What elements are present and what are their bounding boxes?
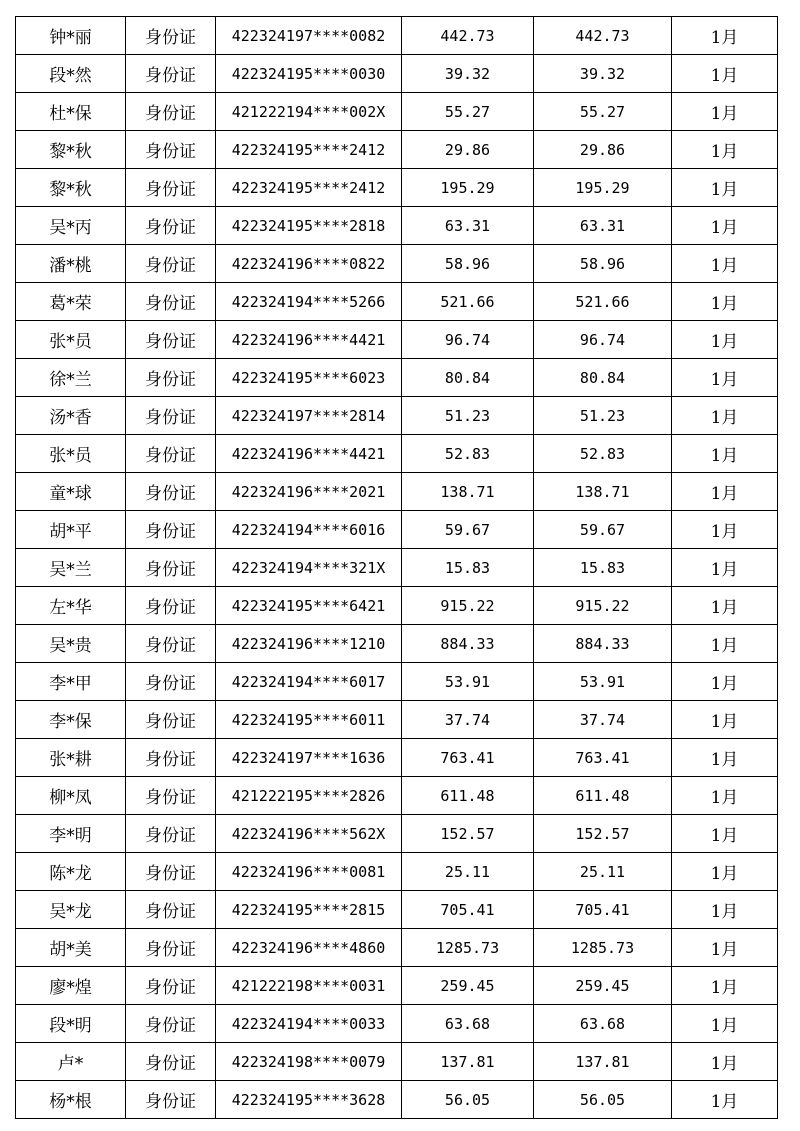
amount-paid-cell: 56.05 [534, 1081, 672, 1119]
name-cell: 段*明 [16, 1005, 126, 1043]
id-type-cell: 身份证 [126, 435, 216, 473]
id-number-cell: 422324196****1210 [216, 625, 402, 663]
table-row [16, 283, 778, 321]
amount-cell: 25.11 [402, 853, 534, 891]
amount-cell: 29.86 [402, 131, 534, 169]
month-cell: 1月 [672, 473, 778, 511]
table-row [16, 169, 778, 207]
amount-paid-cell: 763.41 [534, 739, 672, 777]
amount-cell: 52.83 [402, 435, 534, 473]
name-cell: 李*保 [16, 701, 126, 739]
amount-cell: 705.41 [402, 891, 534, 929]
id-number-cell: 422324194****5266 [216, 283, 402, 321]
table-row [16, 397, 778, 435]
table-row [16, 359, 778, 397]
amount-cell: 763.41 [402, 739, 534, 777]
amount-paid-cell: 521.66 [534, 283, 672, 321]
id-type-cell: 身份证 [126, 815, 216, 853]
amount-paid-cell: 705.41 [534, 891, 672, 929]
month-cell: 1月 [672, 815, 778, 853]
name-cell: 吴*龙 [16, 891, 126, 929]
amount-paid-cell: 137.81 [534, 1043, 672, 1081]
table-row [16, 131, 778, 169]
amount-paid-cell: 37.74 [534, 701, 672, 739]
name-cell: 黎*秋 [16, 169, 126, 207]
amount-paid-cell: 59.67 [534, 511, 672, 549]
name-cell: 廖*煌 [16, 967, 126, 1005]
amount-cell: 51.23 [402, 397, 534, 435]
table-row [16, 511, 778, 549]
amount-paid-cell: 29.86 [534, 131, 672, 169]
month-cell: 1月 [672, 1043, 778, 1081]
month-cell: 1月 [672, 891, 778, 929]
id-type-cell: 身份证 [126, 549, 216, 587]
id-type-cell: 身份证 [126, 853, 216, 891]
amount-cell: 195.29 [402, 169, 534, 207]
id-type-cell: 身份证 [126, 891, 216, 929]
table-row [16, 739, 778, 777]
id-type-cell: 身份证 [126, 511, 216, 549]
amount-cell: 55.27 [402, 93, 534, 131]
table-row [16, 777, 778, 815]
id-number-cell: 422324197****0082 [216, 17, 402, 55]
name-cell: 张*耕 [16, 739, 126, 777]
id-type-cell: 身份证 [126, 625, 216, 663]
name-cell: 吴*兰 [16, 549, 126, 587]
table-row [16, 93, 778, 131]
id-type-cell: 身份证 [126, 283, 216, 321]
id-type-cell: 身份证 [126, 55, 216, 93]
id-type-cell: 身份证 [126, 967, 216, 1005]
month-cell: 1月 [672, 663, 778, 701]
amount-cell: 56.05 [402, 1081, 534, 1119]
table-row [16, 929, 778, 967]
month-cell: 1月 [672, 131, 778, 169]
id-type-cell: 身份证 [126, 207, 216, 245]
name-cell: 段*然 [16, 55, 126, 93]
name-cell: 杨*根 [16, 1081, 126, 1119]
name-cell: 胡*美 [16, 929, 126, 967]
amount-paid-cell: 63.31 [534, 207, 672, 245]
name-cell: 李*甲 [16, 663, 126, 701]
table-row [16, 1005, 778, 1043]
table-row [16, 587, 778, 625]
table-row [16, 663, 778, 701]
name-cell: 葛*荣 [16, 283, 126, 321]
table-row [16, 891, 778, 929]
amount-cell: 37.74 [402, 701, 534, 739]
id-number-cell: 422324196****4421 [216, 321, 402, 359]
amount-paid-cell: 611.48 [534, 777, 672, 815]
amount-paid-cell: 195.29 [534, 169, 672, 207]
amount-paid-cell: 80.84 [534, 359, 672, 397]
amount-paid-cell: 152.57 [534, 815, 672, 853]
amount-paid-cell: 52.83 [534, 435, 672, 473]
month-cell: 1月 [672, 929, 778, 967]
amount-cell: 138.71 [402, 473, 534, 511]
name-cell: 陈*龙 [16, 853, 126, 891]
amount-cell: 915.22 [402, 587, 534, 625]
amount-cell: 80.84 [402, 359, 534, 397]
amount-paid-cell: 259.45 [534, 967, 672, 1005]
amount-paid-cell: 51.23 [534, 397, 672, 435]
id-type-cell: 身份证 [126, 359, 216, 397]
id-type-cell: 身份证 [126, 93, 216, 131]
table-row [16, 815, 778, 853]
amount-cell: 521.66 [402, 283, 534, 321]
id-number-cell: 422324196****4860 [216, 929, 402, 967]
amount-cell: 152.57 [402, 815, 534, 853]
month-cell: 1月 [672, 853, 778, 891]
amount-paid-cell: 1285.73 [534, 929, 672, 967]
table-row [16, 435, 778, 473]
name-cell: 胡*平 [16, 511, 126, 549]
amount-cell: 611.48 [402, 777, 534, 815]
table-row [16, 701, 778, 739]
amount-paid-cell: 58.96 [534, 245, 672, 283]
amount-paid-cell: 915.22 [534, 587, 672, 625]
table-row [16, 321, 778, 359]
table-row [16, 55, 778, 93]
table-row [16, 473, 778, 511]
id-type-cell: 身份证 [126, 587, 216, 625]
id-type-cell: 身份证 [126, 131, 216, 169]
table-row [16, 1081, 778, 1119]
month-cell: 1月 [672, 397, 778, 435]
amount-cell: 884.33 [402, 625, 534, 663]
month-cell: 1月 [672, 17, 778, 55]
amount-paid-cell: 39.32 [534, 55, 672, 93]
amount-cell: 15.83 [402, 549, 534, 587]
id-number-cell: 422324196****0081 [216, 853, 402, 891]
month-cell: 1月 [672, 587, 778, 625]
name-cell: 李*明 [16, 815, 126, 853]
name-cell: 汤*香 [16, 397, 126, 435]
amount-cell: 137.81 [402, 1043, 534, 1081]
amount-paid-cell: 25.11 [534, 853, 672, 891]
amount-paid-cell: 53.91 [534, 663, 672, 701]
id-type-cell: 身份证 [126, 245, 216, 283]
amount-cell: 1285.73 [402, 929, 534, 967]
amount-cell: 442.73 [402, 17, 534, 55]
month-cell: 1月 [672, 207, 778, 245]
id-type-cell: 身份证 [126, 929, 216, 967]
table-row [16, 549, 778, 587]
month-cell: 1月 [672, 777, 778, 815]
id-type-cell: 身份证 [126, 701, 216, 739]
id-number-cell: 422324196****0822 [216, 245, 402, 283]
amount-paid-cell: 96.74 [534, 321, 672, 359]
id-number-cell: 422324198****0079 [216, 1043, 402, 1081]
month-cell: 1月 [672, 1081, 778, 1119]
month-cell: 1月 [672, 321, 778, 359]
table-body [16, 17, 778, 1119]
id-type-cell: 身份证 [126, 321, 216, 359]
id-type-cell: 身份证 [126, 663, 216, 701]
name-cell: 徐*兰 [16, 359, 126, 397]
id-number-cell: 422324195****3628 [216, 1081, 402, 1119]
id-number-cell: 422324196****2021 [216, 473, 402, 511]
amount-cell: 39.32 [402, 55, 534, 93]
name-cell: 左*华 [16, 587, 126, 625]
table-row [16, 207, 778, 245]
id-number-cell: 422324196****562X [216, 815, 402, 853]
subsidy-table [15, 16, 778, 1119]
id-type-cell: 身份证 [126, 473, 216, 511]
id-number-cell: 422324196****4421 [216, 435, 402, 473]
month-cell: 1月 [672, 169, 778, 207]
id-number-cell: 422324194****6016 [216, 511, 402, 549]
amount-paid-cell: 884.33 [534, 625, 672, 663]
month-cell: 1月 [672, 967, 778, 1005]
id-type-cell: 身份证 [126, 1043, 216, 1081]
name-cell: 柳*凤 [16, 777, 126, 815]
id-type-cell: 身份证 [126, 777, 216, 815]
id-number-cell: 422324195****2412 [216, 131, 402, 169]
table-row [16, 17, 778, 55]
month-cell: 1月 [672, 93, 778, 131]
amount-cell: 59.67 [402, 511, 534, 549]
amount-paid-cell: 55.27 [534, 93, 672, 131]
id-type-cell: 身份证 [126, 739, 216, 777]
name-cell: 黎*秋 [16, 131, 126, 169]
amount-cell: 96.74 [402, 321, 534, 359]
amount-cell: 58.96 [402, 245, 534, 283]
amount-paid-cell: 442.73 [534, 17, 672, 55]
month-cell: 1月 [672, 1005, 778, 1043]
id-number-cell: 422324194****321X [216, 549, 402, 587]
amount-cell: 63.68 [402, 1005, 534, 1043]
amount-paid-cell: 15.83 [534, 549, 672, 587]
id-type-cell: 身份证 [126, 1081, 216, 1119]
id-number-cell: 422324195****6023 [216, 359, 402, 397]
amount-cell: 53.91 [402, 663, 534, 701]
table-row [16, 245, 778, 283]
id-type-cell: 身份证 [126, 397, 216, 435]
id-number-cell: 422324197****1636 [216, 739, 402, 777]
month-cell: 1月 [672, 55, 778, 93]
month-cell: 1月 [672, 245, 778, 283]
id-number-cell: 421222195****2826 [216, 777, 402, 815]
name-cell: 卢* [16, 1043, 126, 1081]
id-number-cell: 422324197****2814 [216, 397, 402, 435]
id-number-cell: 422324194****6017 [216, 663, 402, 701]
id-number-cell: 422324195****0030 [216, 55, 402, 93]
month-cell: 1月 [672, 625, 778, 663]
id-number-cell: 422324195****2818 [216, 207, 402, 245]
amount-cell: 259.45 [402, 967, 534, 1005]
amount-paid-cell: 138.71 [534, 473, 672, 511]
id-number-cell: 421222198****0031 [216, 967, 402, 1005]
month-cell: 1月 [672, 511, 778, 549]
id-type-cell: 身份证 [126, 169, 216, 207]
table-row [16, 625, 778, 663]
table-row [16, 1043, 778, 1081]
id-number-cell: 422324195****6421 [216, 587, 402, 625]
month-cell: 1月 [672, 435, 778, 473]
month-cell: 1月 [672, 701, 778, 739]
month-cell: 1月 [672, 549, 778, 587]
amount-cell: 63.31 [402, 207, 534, 245]
id-number-cell: 422324195****6011 [216, 701, 402, 739]
id-number-cell: 421222194****002X [216, 93, 402, 131]
table-row [16, 967, 778, 1005]
id-type-cell: 身份证 [126, 17, 216, 55]
name-cell: 张*员 [16, 435, 126, 473]
id-number-cell: 422324194****0033 [216, 1005, 402, 1043]
id-type-cell: 身份证 [126, 1005, 216, 1043]
table-row [16, 853, 778, 891]
month-cell: 1月 [672, 739, 778, 777]
name-cell: 潘*桃 [16, 245, 126, 283]
name-cell: 张*员 [16, 321, 126, 359]
month-cell: 1月 [672, 359, 778, 397]
month-cell: 1月 [672, 283, 778, 321]
id-number-cell: 422324195****2815 [216, 891, 402, 929]
name-cell: 童*球 [16, 473, 126, 511]
name-cell: 钟*丽 [16, 17, 126, 55]
id-number-cell: 422324195****2412 [216, 169, 402, 207]
name-cell: 杜*保 [16, 93, 126, 131]
name-cell: 吴*丙 [16, 207, 126, 245]
amount-paid-cell: 63.68 [534, 1005, 672, 1043]
name-cell: 吴*贵 [16, 625, 126, 663]
